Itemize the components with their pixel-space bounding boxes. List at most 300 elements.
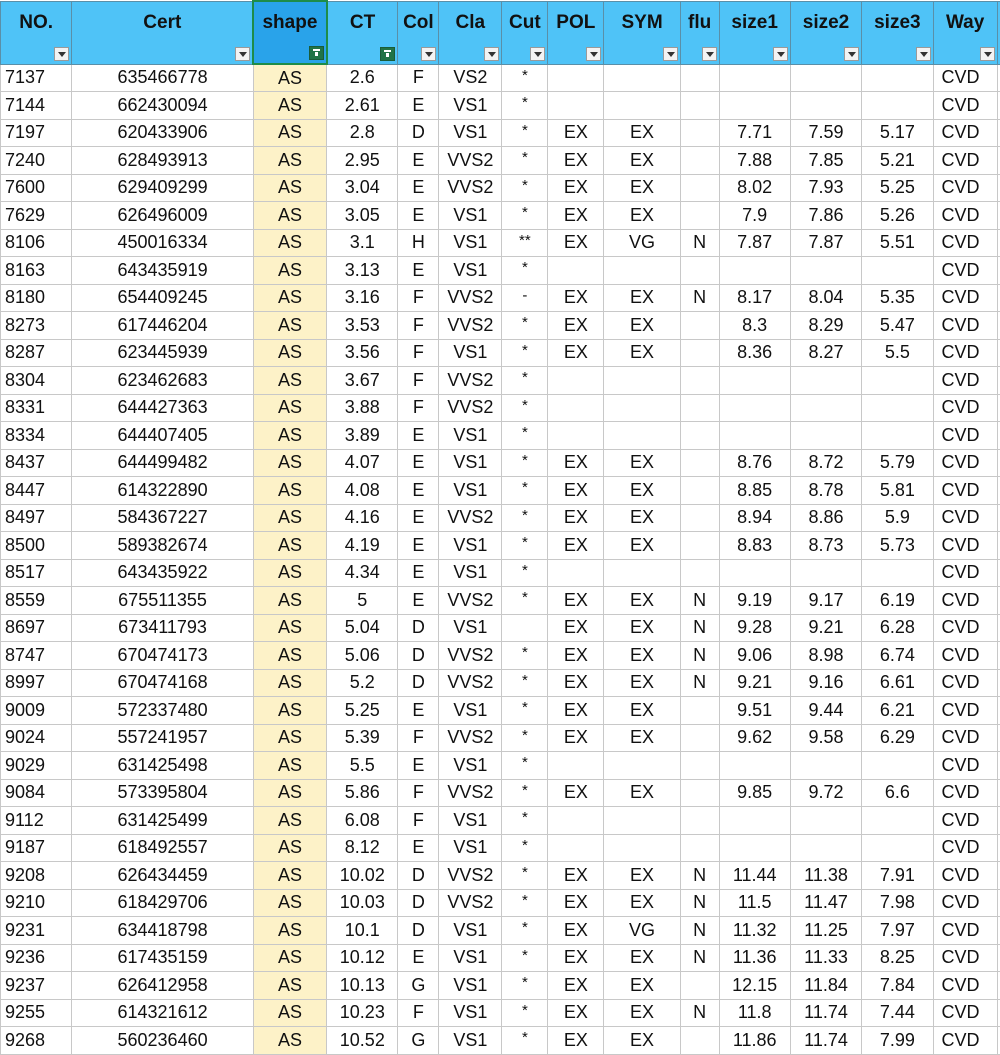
cell-flu[interactable] bbox=[680, 449, 719, 477]
cell-flu[interactable]: N bbox=[680, 614, 719, 642]
cell-size2[interactable]: 9.58 bbox=[790, 724, 861, 752]
cell-sym[interactable]: EX bbox=[604, 889, 680, 917]
cell-size2[interactable]: 9.72 bbox=[790, 779, 861, 807]
cell-size2[interactable] bbox=[790, 422, 861, 450]
cell-sym[interactable]: EX bbox=[604, 642, 680, 670]
cell-shape[interactable]: AS bbox=[253, 559, 326, 587]
cell-col[interactable]: F bbox=[398, 999, 439, 1027]
cell-size3[interactable]: 5.25 bbox=[862, 174, 933, 202]
cell-shape[interactable]: AS bbox=[253, 724, 326, 752]
cell-pol[interactable] bbox=[548, 559, 604, 587]
cell-no[interactable]: 8163 bbox=[1, 257, 72, 285]
cell-shape[interactable]: AS bbox=[253, 779, 326, 807]
cell-cut[interactable]: * bbox=[502, 339, 548, 367]
cell-pol[interactable]: EX bbox=[548, 724, 604, 752]
cell-cert[interactable]: 626434459 bbox=[72, 862, 253, 890]
cell-ct[interactable]: 3.05 bbox=[327, 202, 398, 230]
cell-pol[interactable]: EX bbox=[548, 587, 604, 615]
cell-size2[interactable]: 8.72 bbox=[790, 449, 861, 477]
cell-size2[interactable] bbox=[790, 807, 861, 835]
cell-no[interactable]: 9029 bbox=[1, 752, 72, 780]
cell-pol[interactable]: EX bbox=[548, 229, 604, 257]
cell-pol[interactable]: EX bbox=[548, 917, 604, 945]
cell-col[interactable]: F bbox=[398, 312, 439, 340]
cell-cert[interactable]: 644427363 bbox=[72, 394, 253, 422]
cell-sym[interactable] bbox=[604, 559, 680, 587]
cell-way[interactable]: CVD bbox=[933, 862, 997, 890]
cell-size1[interactable] bbox=[719, 394, 790, 422]
cell-no[interactable]: 8747 bbox=[1, 642, 72, 670]
cell-size3[interactable]: 6.28 bbox=[862, 614, 933, 642]
cell-flu[interactable] bbox=[680, 724, 719, 752]
cell-way[interactable]: CVD bbox=[933, 779, 997, 807]
cell-cert[interactable]: 631425499 bbox=[72, 807, 253, 835]
cell-size2[interactable]: 11.84 bbox=[790, 972, 861, 1000]
cell-flu[interactable] bbox=[680, 972, 719, 1000]
cell-size1[interactable]: 12.15 bbox=[719, 972, 790, 1000]
cell-size3[interactable] bbox=[862, 422, 933, 450]
cell-cut[interactable]: * bbox=[502, 587, 548, 615]
cell-cert[interactable]: 614322890 bbox=[72, 477, 253, 505]
cell-cut[interactable]: * bbox=[502, 449, 548, 477]
cell-cert[interactable]: 643435919 bbox=[72, 257, 253, 285]
cell-size2[interactable]: 11.33 bbox=[790, 944, 861, 972]
cell-size2[interactable]: 8.73 bbox=[790, 532, 861, 560]
cell-cla[interactable]: VS1 bbox=[439, 917, 502, 945]
cell-col[interactable]: E bbox=[398, 532, 439, 560]
cell-size1[interactable]: 7.88 bbox=[719, 147, 790, 175]
cell-shape[interactable]: AS bbox=[253, 174, 326, 202]
cell-cut[interactable]: * bbox=[502, 119, 548, 147]
cell-flu[interactable] bbox=[680, 202, 719, 230]
column-header-size1[interactable] bbox=[719, 1, 790, 64]
cell-col[interactable]: E bbox=[398, 944, 439, 972]
cell-cut[interactable]: - bbox=[502, 284, 548, 312]
cell-ct[interactable]: 5.25 bbox=[327, 697, 398, 725]
cell-cert[interactable]: 618492557 bbox=[72, 834, 253, 862]
cell-sym[interactable]: EX bbox=[604, 147, 680, 175]
cell-size1[interactable]: 9.19 bbox=[719, 587, 790, 615]
cell-sym[interactable] bbox=[604, 394, 680, 422]
filter-dropdown-icon[interactable] bbox=[916, 47, 931, 61]
cell-way[interactable]: CVD bbox=[933, 147, 997, 175]
cell-no[interactable]: 9208 bbox=[1, 862, 72, 890]
cell-shape[interactable]: AS bbox=[253, 422, 326, 450]
cell-cert[interactable]: 629409299 bbox=[72, 174, 253, 202]
cell-shape[interactable]: AS bbox=[253, 92, 326, 120]
cell-cut[interactable] bbox=[502, 614, 548, 642]
cell-size1[interactable]: 7.87 bbox=[719, 229, 790, 257]
cell-cut[interactable]: * bbox=[502, 532, 548, 560]
cell-sym[interactable]: EX bbox=[604, 284, 680, 312]
cell-way[interactable]: CVD bbox=[933, 504, 997, 532]
filter-dropdown-icon[interactable] bbox=[421, 47, 436, 61]
cell-col[interactable]: D bbox=[398, 119, 439, 147]
cell-shape[interactable]: AS bbox=[253, 229, 326, 257]
cell-cert[interactable]: 675511355 bbox=[72, 587, 253, 615]
cell-cla[interactable]: VS1 bbox=[439, 532, 502, 560]
cell-size3[interactable] bbox=[862, 834, 933, 862]
cell-flu[interactable] bbox=[680, 1027, 719, 1055]
cell-ct[interactable]: 10.52 bbox=[327, 1027, 398, 1055]
cell-cut[interactable]: * bbox=[502, 642, 548, 670]
cell-cert[interactable]: 634418798 bbox=[72, 917, 253, 945]
cell-cut[interactable]: * bbox=[502, 999, 548, 1027]
cell-size3[interactable]: 5.73 bbox=[862, 532, 933, 560]
cell-cert[interactable]: 628493913 bbox=[72, 147, 253, 175]
filter-dropdown-icon[interactable] bbox=[530, 47, 545, 61]
cell-shape[interactable]: AS bbox=[253, 119, 326, 147]
cell-cla[interactable]: VS1 bbox=[439, 257, 502, 285]
cell-no[interactable]: 7137 bbox=[1, 64, 72, 92]
cell-pol[interactable] bbox=[548, 807, 604, 835]
cell-cla[interactable]: VS1 bbox=[439, 999, 502, 1027]
cell-no[interactable]: 9268 bbox=[1, 1027, 72, 1055]
cell-size1[interactable]: 11.86 bbox=[719, 1027, 790, 1055]
cell-pol[interactable]: EX bbox=[548, 669, 604, 697]
cell-flu[interactable]: N bbox=[680, 229, 719, 257]
cell-no[interactable]: 9084 bbox=[1, 779, 72, 807]
cell-way[interactable]: CVD bbox=[933, 752, 997, 780]
cell-size1[interactable]: 9.21 bbox=[719, 669, 790, 697]
cell-shape[interactable]: AS bbox=[253, 504, 326, 532]
cell-ct[interactable]: 4.34 bbox=[327, 559, 398, 587]
cell-size1[interactable]: 7.71 bbox=[719, 119, 790, 147]
cell-shape[interactable]: AS bbox=[253, 972, 326, 1000]
cell-no[interactable]: 9024 bbox=[1, 724, 72, 752]
cell-sym[interactable]: EX bbox=[604, 339, 680, 367]
filter-active-icon[interactable] bbox=[309, 46, 324, 60]
cell-way[interactable]: CVD bbox=[933, 972, 997, 1000]
cell-flu[interactable] bbox=[680, 834, 719, 862]
column-header-cut[interactable] bbox=[502, 1, 548, 64]
cell-cut[interactable]: * bbox=[502, 779, 548, 807]
cell-sym[interactable]: VG bbox=[604, 229, 680, 257]
cell-shape[interactable]: AS bbox=[253, 367, 326, 395]
cell-size2[interactable] bbox=[790, 752, 861, 780]
cell-sym[interactable] bbox=[604, 834, 680, 862]
cell-pol[interactable]: EX bbox=[548, 697, 604, 725]
cell-way[interactable]: CVD bbox=[933, 284, 997, 312]
cell-flu[interactable]: N bbox=[680, 917, 719, 945]
cell-pol[interactable] bbox=[548, 367, 604, 395]
cell-flu[interactable]: N bbox=[680, 587, 719, 615]
cell-sym[interactable]: EX bbox=[604, 504, 680, 532]
cell-ct[interactable]: 5.2 bbox=[327, 669, 398, 697]
cell-sym[interactable]: EX bbox=[604, 119, 680, 147]
cell-cert[interactable]: 618429706 bbox=[72, 889, 253, 917]
cell-flu[interactable] bbox=[680, 697, 719, 725]
cell-cert[interactable]: 662430094 bbox=[72, 92, 253, 120]
cell-sym[interactable]: EX bbox=[604, 669, 680, 697]
cell-cut[interactable]: * bbox=[502, 724, 548, 752]
cell-cla[interactable]: VS1 bbox=[439, 1027, 502, 1055]
cell-col[interactable]: E bbox=[398, 559, 439, 587]
cell-size1[interactable] bbox=[719, 257, 790, 285]
cell-size2[interactable]: 8.78 bbox=[790, 477, 861, 505]
cell-pol[interactable]: EX bbox=[548, 312, 604, 340]
cell-sym[interactable] bbox=[604, 807, 680, 835]
cell-no[interactable]: 9112 bbox=[1, 807, 72, 835]
cell-ct[interactable]: 3.13 bbox=[327, 257, 398, 285]
cell-no[interactable]: 8697 bbox=[1, 614, 72, 642]
cell-flu[interactable] bbox=[680, 752, 719, 780]
cell-sym[interactable]: EX bbox=[604, 174, 680, 202]
cell-shape[interactable]: AS bbox=[253, 64, 326, 92]
cell-size2[interactable] bbox=[790, 64, 861, 92]
cell-ct[interactable]: 5.04 bbox=[327, 614, 398, 642]
cell-flu[interactable] bbox=[680, 339, 719, 367]
cell-size2[interactable]: 8.98 bbox=[790, 642, 861, 670]
cell-size2[interactable]: 11.47 bbox=[790, 889, 861, 917]
cell-cert[interactable]: 644499482 bbox=[72, 449, 253, 477]
cell-col[interactable]: E bbox=[398, 422, 439, 450]
cell-shape[interactable]: AS bbox=[253, 669, 326, 697]
cell-col[interactable]: D bbox=[398, 642, 439, 670]
cell-size3[interactable]: 6.21 bbox=[862, 697, 933, 725]
cell-size3[interactable]: 5.5 bbox=[862, 339, 933, 367]
cell-cert[interactable]: 560236460 bbox=[72, 1027, 253, 1055]
column-header-shape[interactable] bbox=[253, 1, 326, 64]
cell-col[interactable]: E bbox=[398, 697, 439, 725]
cell-ct[interactable]: 3.53 bbox=[327, 312, 398, 340]
cell-no[interactable]: 7197 bbox=[1, 119, 72, 147]
filter-dropdown-icon[interactable] bbox=[663, 47, 678, 61]
cell-sym[interactable]: EX bbox=[604, 1027, 680, 1055]
cell-size3[interactable]: 5.51 bbox=[862, 229, 933, 257]
cell-size1[interactable]: 11.5 bbox=[719, 889, 790, 917]
cell-cla[interactable]: VS1 bbox=[439, 697, 502, 725]
cell-size3[interactable] bbox=[862, 394, 933, 422]
cell-size3[interactable] bbox=[862, 559, 933, 587]
cell-size3[interactable]: 5.47 bbox=[862, 312, 933, 340]
cell-way[interactable]: CVD bbox=[933, 229, 997, 257]
cell-flu[interactable] bbox=[680, 422, 719, 450]
cell-col[interactable]: F bbox=[398, 339, 439, 367]
column-header-ct[interactable] bbox=[327, 1, 398, 64]
cell-way[interactable]: CVD bbox=[933, 999, 997, 1027]
cell-cla[interactable]: VVS2 bbox=[439, 504, 502, 532]
cell-size1[interactable]: 8.17 bbox=[719, 284, 790, 312]
cell-size2[interactable]: 11.74 bbox=[790, 1027, 861, 1055]
cell-shape[interactable]: AS bbox=[253, 944, 326, 972]
cell-ct[interactable]: 10.1 bbox=[327, 917, 398, 945]
cell-no[interactable]: 7240 bbox=[1, 147, 72, 175]
cell-flu[interactable] bbox=[680, 367, 719, 395]
cell-cert[interactable]: 623462683 bbox=[72, 367, 253, 395]
cell-size2[interactable]: 8.86 bbox=[790, 504, 861, 532]
cell-sym[interactable]: EX bbox=[604, 779, 680, 807]
cell-cla[interactable]: VS1 bbox=[439, 229, 502, 257]
cell-pol[interactable]: EX bbox=[548, 532, 604, 560]
cell-way[interactable]: CVD bbox=[933, 559, 997, 587]
cell-col[interactable]: E bbox=[398, 587, 439, 615]
cell-pol[interactable] bbox=[548, 752, 604, 780]
cell-way[interactable]: CVD bbox=[933, 917, 997, 945]
cell-size3[interactable]: 8.25 bbox=[862, 944, 933, 972]
cell-size3[interactable] bbox=[862, 92, 933, 120]
cell-way[interactable]: CVD bbox=[933, 614, 997, 642]
column-header-no[interactable] bbox=[1, 1, 72, 64]
cell-no[interactable]: 9236 bbox=[1, 944, 72, 972]
cell-no[interactable]: 9009 bbox=[1, 697, 72, 725]
cell-ct[interactable]: 10.02 bbox=[327, 862, 398, 890]
cell-sym[interactable]: VG bbox=[604, 917, 680, 945]
cell-shape[interactable]: AS bbox=[253, 642, 326, 670]
cell-cert[interactable]: 557241957 bbox=[72, 724, 253, 752]
cell-way[interactable]: CVD bbox=[933, 834, 997, 862]
cell-pol[interactable]: EX bbox=[548, 147, 604, 175]
cell-size3[interactable]: 7.84 bbox=[862, 972, 933, 1000]
cell-size2[interactable] bbox=[790, 257, 861, 285]
cell-cla[interactable]: VVS2 bbox=[439, 669, 502, 697]
cell-cut[interactable]: * bbox=[502, 697, 548, 725]
cell-cla[interactable]: VS1 bbox=[439, 92, 502, 120]
cell-pol[interactable] bbox=[548, 834, 604, 862]
cell-way[interactable]: CVD bbox=[933, 119, 997, 147]
cell-sym[interactable]: EX bbox=[604, 862, 680, 890]
cell-size3[interactable]: 6.29 bbox=[862, 724, 933, 752]
cell-flu[interactable] bbox=[680, 394, 719, 422]
cell-no[interactable]: 9187 bbox=[1, 834, 72, 862]
cell-cut[interactable]: * bbox=[502, 92, 548, 120]
cell-pol[interactable]: EX bbox=[548, 504, 604, 532]
cell-pol[interactable]: EX bbox=[548, 944, 604, 972]
cell-shape[interactable]: AS bbox=[253, 147, 326, 175]
column-header-flu[interactable] bbox=[680, 1, 719, 64]
cell-size1[interactable] bbox=[719, 559, 790, 587]
cell-ct[interactable]: 10.13 bbox=[327, 972, 398, 1000]
cell-ct[interactable]: 3.89 bbox=[327, 422, 398, 450]
cell-pol[interactable]: EX bbox=[548, 119, 604, 147]
column-header-way[interactable] bbox=[933, 1, 997, 64]
cell-ct[interactable]: 5.5 bbox=[327, 752, 398, 780]
cell-flu[interactable] bbox=[680, 257, 719, 285]
cell-col[interactable]: F bbox=[398, 779, 439, 807]
cell-cut[interactable]: * bbox=[502, 477, 548, 505]
cell-sym[interactable] bbox=[604, 752, 680, 780]
cell-cla[interactable]: VVS2 bbox=[439, 862, 502, 890]
cell-col[interactable]: E bbox=[398, 92, 439, 120]
filter-dropdown-icon[interactable] bbox=[586, 47, 601, 61]
cell-size1[interactable] bbox=[719, 834, 790, 862]
cell-sym[interactable]: EX bbox=[604, 477, 680, 505]
cell-no[interactable]: 8447 bbox=[1, 477, 72, 505]
cell-size3[interactable]: 5.79 bbox=[862, 449, 933, 477]
cell-col[interactable]: D bbox=[398, 614, 439, 642]
cell-way[interactable]: CVD bbox=[933, 257, 997, 285]
cell-no[interactable]: 8106 bbox=[1, 229, 72, 257]
cell-pol[interactable]: EX bbox=[548, 449, 604, 477]
cell-cut[interactable]: * bbox=[502, 889, 548, 917]
cell-cut[interactable]: * bbox=[502, 1027, 548, 1055]
cell-cla[interactable]: VS1 bbox=[439, 119, 502, 147]
column-header-pol[interactable] bbox=[548, 1, 604, 64]
cell-cut[interactable]: ** bbox=[502, 229, 548, 257]
cell-cert[interactable]: 584367227 bbox=[72, 504, 253, 532]
cell-sym[interactable]: EX bbox=[604, 697, 680, 725]
cell-size3[interactable]: 7.91 bbox=[862, 862, 933, 890]
cell-cla[interactable]: VS1 bbox=[439, 339, 502, 367]
cell-sym[interactable]: EX bbox=[604, 202, 680, 230]
cell-no[interactable]: 9210 bbox=[1, 889, 72, 917]
cell-flu[interactable] bbox=[680, 807, 719, 835]
cell-cut[interactable]: * bbox=[502, 559, 548, 587]
cell-sym[interactable]: EX bbox=[604, 944, 680, 972]
cell-way[interactable]: CVD bbox=[933, 889, 997, 917]
cell-size1[interactable]: 11.32 bbox=[719, 917, 790, 945]
cell-no[interactable]: 8304 bbox=[1, 367, 72, 395]
cell-cla[interactable]: VS2 bbox=[439, 64, 502, 92]
cell-flu[interactable] bbox=[680, 174, 719, 202]
cell-cert[interactable]: 589382674 bbox=[72, 532, 253, 560]
cell-col[interactable]: E bbox=[398, 477, 439, 505]
cell-ct[interactable]: 8.12 bbox=[327, 834, 398, 862]
cell-flu[interactable] bbox=[680, 477, 719, 505]
cell-no[interactable]: 9237 bbox=[1, 972, 72, 1000]
cell-ct[interactable]: 2.95 bbox=[327, 147, 398, 175]
cell-sym[interactable] bbox=[604, 257, 680, 285]
cell-flu[interactable]: N bbox=[680, 669, 719, 697]
cell-way[interactable]: CVD bbox=[933, 697, 997, 725]
cell-pol[interactable]: EX bbox=[548, 642, 604, 670]
cell-size2[interactable] bbox=[790, 92, 861, 120]
cell-cut[interactable]: * bbox=[502, 917, 548, 945]
cell-size3[interactable]: 5.35 bbox=[862, 284, 933, 312]
cell-sym[interactable] bbox=[604, 92, 680, 120]
cell-cert[interactable]: 617435159 bbox=[72, 944, 253, 972]
cell-cla[interactable]: VS1 bbox=[439, 477, 502, 505]
cell-size3[interactable]: 5.9 bbox=[862, 504, 933, 532]
column-header-cla[interactable] bbox=[439, 1, 502, 64]
cell-size3[interactable]: 7.97 bbox=[862, 917, 933, 945]
cell-size3[interactable]: 7.98 bbox=[862, 889, 933, 917]
cell-size2[interactable]: 8.29 bbox=[790, 312, 861, 340]
cell-cert[interactable]: 643435922 bbox=[72, 559, 253, 587]
cell-pol[interactable]: EX bbox=[548, 972, 604, 1000]
cell-cut[interactable]: * bbox=[502, 174, 548, 202]
cell-flu[interactable] bbox=[680, 312, 719, 340]
column-header-size3[interactable] bbox=[862, 1, 933, 64]
cell-shape[interactable]: AS bbox=[253, 807, 326, 835]
cell-ct[interactable]: 10.03 bbox=[327, 889, 398, 917]
cell-ct[interactable]: 5 bbox=[327, 587, 398, 615]
cell-shape[interactable]: AS bbox=[253, 834, 326, 862]
cell-col[interactable]: F bbox=[398, 807, 439, 835]
cell-size1[interactable]: 8.85 bbox=[719, 477, 790, 505]
cell-no[interactable]: 8180 bbox=[1, 284, 72, 312]
cell-flu[interactable] bbox=[680, 64, 719, 92]
cell-way[interactable]: CVD bbox=[933, 477, 997, 505]
cell-no[interactable]: 7600 bbox=[1, 174, 72, 202]
cell-size2[interactable] bbox=[790, 834, 861, 862]
cell-no[interactable]: 8273 bbox=[1, 312, 72, 340]
cell-flu[interactable] bbox=[680, 532, 719, 560]
cell-no[interactable]: 8287 bbox=[1, 339, 72, 367]
cell-cla[interactable]: VVS2 bbox=[439, 587, 502, 615]
cell-cla[interactable]: VVS2 bbox=[439, 174, 502, 202]
cell-shape[interactable]: AS bbox=[253, 917, 326, 945]
cell-size2[interactable]: 7.85 bbox=[790, 147, 861, 175]
cell-size1[interactable]: 7.9 bbox=[719, 202, 790, 230]
cell-flu[interactable] bbox=[680, 559, 719, 587]
cell-flu[interactable] bbox=[680, 92, 719, 120]
cell-cert[interactable]: 573395804 bbox=[72, 779, 253, 807]
cell-size3[interactable] bbox=[862, 257, 933, 285]
cell-size3[interactable]: 5.17 bbox=[862, 119, 933, 147]
cell-pol[interactable] bbox=[548, 92, 604, 120]
cell-size2[interactable] bbox=[790, 559, 861, 587]
